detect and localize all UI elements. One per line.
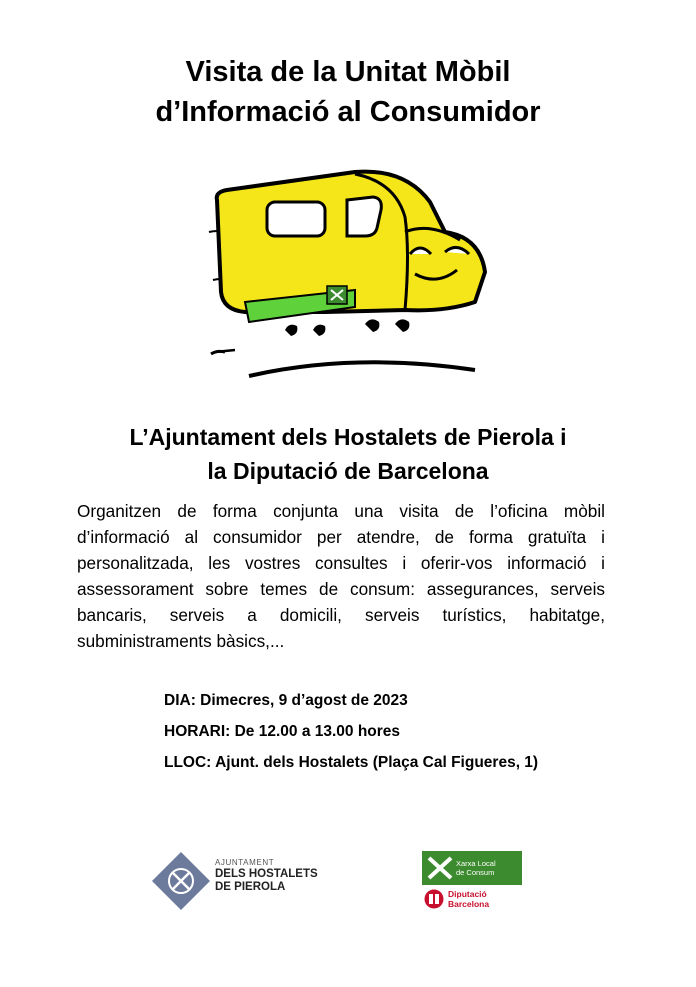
event-schedule: HORARI: De 12.00 a 13.00 hores [164,723,401,740]
ajuntament-name-line-1: DELS HOSTALETS [215,868,318,880]
mobile-unit-bus-illustration [205,162,505,392]
organizers-heading [0,420,696,488]
diputacio-line-1: Diputació [448,889,487,899]
event-location: LLOC: Ajunt. dels Hostalets (Plaça Cal Figueres, 1) [164,754,539,771]
xarxa-line-1: Xarxa Local [456,859,496,868]
description-paragraph: Organitzen de forma conjunta una visita de l’oficina mòbil d’informació al consumidor per atendre, de forma gratuïta i personalitzada, les vostres consultes i oferir-vos informació i assessorament sobre temes de consum: assegurances, serveis bancaris, serveis a domicili, serveis turístics, habitatge, subministraments bàsics,... [77,501,605,651]
event-details [164,690,538,783]
diputacio-line-2: Barcelona [448,899,490,909]
xarxa-line-2: de Consum [456,868,495,877]
diputacio-barcelona-logo [424,887,534,913]
ajuntament-label: AJUNTAMENT [215,858,275,867]
subtitle-line-2: la Diputació de Barcelona [207,458,489,484]
ajuntament-name-line-2: DE PIEROLA [215,881,286,893]
event-date: DIA: Dimecres, 9 d’agost de 2023 [164,692,408,709]
subtitle-line-1: L’Ajuntament dels Hostalets de Pierola i [129,424,567,450]
xarxa-emblem-icon [426,855,454,881]
xarxa-local-consum-logo [422,851,522,885]
title-line-2: d’Informació al Consumidor [155,96,541,128]
title-line-1: Visita de la Unitat Mòbil [185,56,511,88]
ajuntament-logo [150,848,330,914]
ajuntament-emblem-icon [150,850,212,912]
diputacio-emblem-icon [424,888,444,910]
poster-title [0,52,696,132]
